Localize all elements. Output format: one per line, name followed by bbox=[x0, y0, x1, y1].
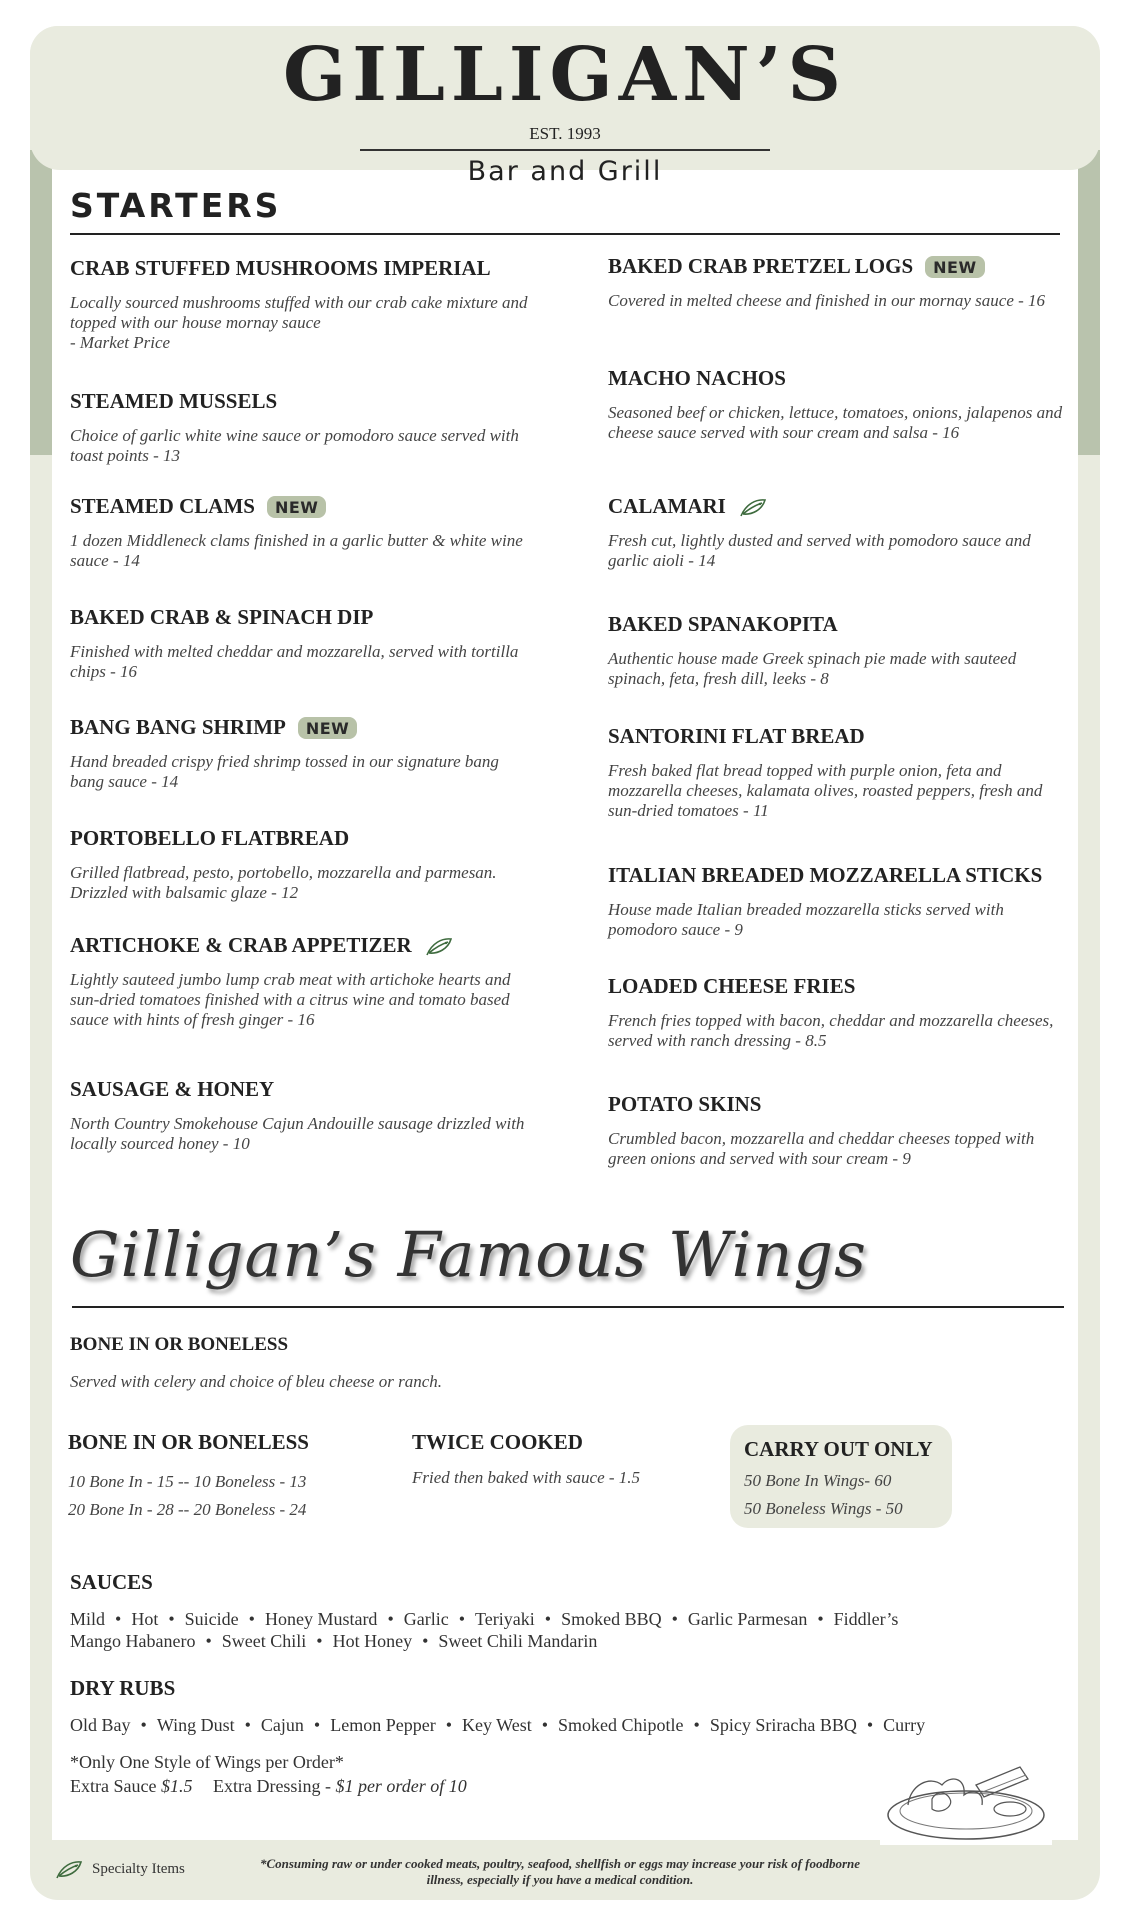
separator-dot: • bbox=[817, 1609, 824, 1629]
menu-item bbox=[70, 826, 530, 903]
item-name: ARTICHOKE & CRAB APPETIZER bbox=[70, 933, 412, 957]
item-description: 1 dozen Middleneck clams finished in a garlic butter & white wine sauce - 14 bbox=[70, 531, 523, 570]
item-description: Choice of garlic white wine sauce or pomodoro sauce served with toast points - 13 bbox=[70, 426, 519, 465]
item-name: SAUSAGE & HONEY bbox=[70, 1077, 275, 1101]
separator-dot: • bbox=[422, 1631, 429, 1651]
sauce-option: Garlic bbox=[403, 1609, 449, 1629]
menu-item bbox=[608, 612, 1068, 689]
sauce-option: Mild bbox=[70, 1609, 106, 1629]
side-band-left bbox=[30, 150, 52, 455]
menu-item bbox=[608, 724, 1068, 821]
new-badge: NEW bbox=[298, 717, 357, 739]
sauce-option: Hot Honey bbox=[332, 1631, 413, 1651]
menu-item bbox=[70, 494, 530, 571]
twice-cooked-heading: TWICE COOKED bbox=[412, 1430, 583, 1454]
item-description: Lightly sauteed jumbo lump crab meat with artichoke hearts and sun-dried tomatoes finished with a citrus wine and tomato based sauce with hints of fresh ginger - 16 bbox=[70, 970, 511, 1029]
separator-dot: • bbox=[866, 1715, 874, 1735]
carry-out-line: 50 Boneless Wings - 50 bbox=[744, 1499, 903, 1518]
pricing-line: 10 Bone In - 15 -- 10 Boneless - 13 bbox=[68, 1472, 307, 1491]
sauce-option: Sweet Chili Mandarin bbox=[438, 1631, 598, 1651]
separator-dot: • bbox=[248, 1609, 255, 1629]
item-name: ITALIAN BREADED MOZZARELLA STICKS bbox=[608, 863, 1043, 887]
item-description: Locally sourced mushrooms stuffed with our crab cake mixture and topped with our house mornay sauce - Market Price bbox=[70, 293, 528, 352]
separator-dot: • bbox=[693, 1715, 700, 1735]
food-safety-disclaimer: *Consuming raw or under cooked meats, poultry, seafood, shellfish or eggs may increase your risk of foodborne illness, especially if you have a medical condition. bbox=[259, 1856, 861, 1887]
extra-dressing-price: $1 per order of 10 bbox=[335, 1776, 467, 1796]
extra-sauce-price: $1.5 bbox=[160, 1776, 193, 1796]
menu-item bbox=[70, 1077, 530, 1154]
separator-dot: • bbox=[140, 1715, 147, 1735]
menu-item bbox=[608, 254, 1068, 311]
dry-rub-option: Smoked Chipotle bbox=[558, 1715, 684, 1735]
menu-item bbox=[608, 494, 1068, 571]
leaf-icon bbox=[424, 935, 454, 957]
separator-dot: • bbox=[168, 1609, 175, 1629]
separator-dot: • bbox=[387, 1609, 394, 1629]
item-name: BANG BANG SHRIMP bbox=[70, 715, 286, 739]
item-description: Fresh baked flat bread topped with purple onion, feta and mozzarella cheeses, kalamata olives, roasted peppers, fresh and sun-dried tomatoes - 11 bbox=[608, 761, 1043, 820]
item-description: Finished with melted cheddar and mozzarella, served with tortilla chips - 16 bbox=[70, 642, 519, 681]
item-name: BAKED CRAB & SPINACH DIP bbox=[70, 605, 374, 629]
item-name: CALAMARI bbox=[608, 494, 726, 518]
sauce-option: Honey Mustard bbox=[264, 1609, 378, 1629]
item-name: BAKED SPANAKOPITA bbox=[608, 612, 838, 636]
item-name: LOADED CHEESE FRIES bbox=[608, 974, 856, 998]
extras-line bbox=[70, 1776, 467, 1797]
item-name: SANTORINI FLAT BREAD bbox=[608, 724, 865, 748]
wings-intro-text: Served with celery and choice of bleu cheese or ranch. bbox=[70, 1372, 442, 1391]
carry-out-line: 50 Bone In Wings- 60 bbox=[744, 1471, 892, 1490]
sauces-list bbox=[70, 1631, 597, 1652]
dry-rub-option: Old Bay bbox=[70, 1715, 131, 1735]
specialty-legend bbox=[54, 1858, 185, 1880]
dry-rub-option: Key West bbox=[462, 1715, 532, 1735]
pricing-line: 20 Bone In - 28 -- 20 Boneless - 24 bbox=[68, 1500, 307, 1519]
menu-header bbox=[30, 26, 1100, 187]
leaf-icon bbox=[54, 1858, 84, 1880]
sauces-heading: SAUCES bbox=[70, 1570, 153, 1594]
separator-dot: • bbox=[458, 1609, 466, 1629]
item-name: STEAMED CLAMS bbox=[70, 494, 255, 518]
restaurant-tagline: Bar and Grill bbox=[467, 156, 663, 187]
item-name: BAKED CRAB PRETZEL LOGS bbox=[608, 254, 914, 278]
order-note: *Only One Style of Wings per Order* bbox=[70, 1752, 344, 1772]
separator-dot: • bbox=[244, 1715, 251, 1735]
dry-rub-option: Curry bbox=[883, 1715, 926, 1735]
sauce-option: Teriyaki bbox=[475, 1609, 535, 1629]
extra-dressing-label: Extra Dressing - bbox=[212, 1776, 331, 1796]
menu-item bbox=[608, 974, 1068, 1051]
carry-out-heading: CARRY OUT ONLY bbox=[744, 1437, 933, 1461]
menu-item bbox=[70, 715, 530, 792]
sauce-option: Suicide bbox=[184, 1609, 239, 1629]
separator-dot: • bbox=[205, 1631, 212, 1651]
separator-dot: • bbox=[544, 1609, 552, 1629]
separator-dot: • bbox=[541, 1715, 549, 1735]
item-description: Crumbled bacon, mozzarella and cheddar cheeses topped with green onions and served with sour cream - 9 bbox=[608, 1129, 1035, 1168]
item-name: POTATO SKINS bbox=[608, 1092, 762, 1116]
starters-heading: STARTERS bbox=[70, 186, 282, 225]
carry-out-box bbox=[730, 1425, 952, 1528]
separator-dot: • bbox=[313, 1715, 321, 1735]
item-description: Fresh cut, lightly dusted and served with pomodoro sauce and garlic aioli - 14 bbox=[608, 531, 1031, 570]
twice-cooked-line: Fried then baked with sauce - 1.5 bbox=[412, 1468, 641, 1487]
item-name: STEAMED MUSSELS bbox=[70, 389, 278, 413]
wings-intro-heading: BONE IN OR BONELESS bbox=[70, 1334, 289, 1355]
new-badge: NEW bbox=[925, 256, 984, 278]
item-description: Authentic house made Greek spinach pie made with sauteed spinach, feta, fresh dill, leeks - 8 bbox=[608, 649, 1017, 688]
dry-rubs-heading: DRY RUBS bbox=[70, 1676, 176, 1700]
item-description: North Country Smokehouse Cajun Andouille sausage drizzled with locally sourced honey - 10 bbox=[70, 1114, 525, 1153]
wings-heading: Gilligan’s Famous Wings bbox=[70, 1218, 867, 1291]
item-name: MACHO NACHOS bbox=[608, 366, 786, 390]
separator-dot: • bbox=[445, 1715, 452, 1735]
item-description: French fries topped with bacon, cheddar and mozzarella cheeses, served with ranch dressing - 8.5 bbox=[608, 1011, 1054, 1050]
menu-item bbox=[608, 863, 1068, 940]
sauce-option: Sweet Chili bbox=[221, 1631, 307, 1651]
side-band-right bbox=[1078, 150, 1100, 455]
menu-item bbox=[608, 366, 1068, 443]
sauce-option: Smoked BBQ bbox=[561, 1609, 662, 1629]
separator-dot: • bbox=[115, 1609, 122, 1629]
dry-rub-option: Lemon Pepper bbox=[330, 1715, 436, 1735]
extra-sauce-label: Extra Sauce bbox=[70, 1776, 157, 1796]
item-description: Hand breaded crispy fried shrimp tossed in our signature bang bang sauce - 14 bbox=[70, 752, 499, 791]
wings-platter-illustration bbox=[880, 1745, 1052, 1845]
menu-item bbox=[70, 256, 530, 353]
dry-rub-option: Wing Dust bbox=[156, 1715, 235, 1735]
sauce-option: Fiddler’s bbox=[833, 1609, 899, 1629]
sauce-option: Mango Habanero bbox=[70, 1631, 196, 1651]
dry-rubs-list bbox=[70, 1715, 925, 1736]
menu-item bbox=[70, 389, 530, 466]
pricing-heading: BONE IN OR BONELESS bbox=[68, 1430, 309, 1454]
sauce-option: Garlic Parmesan bbox=[687, 1609, 808, 1629]
wings-divider bbox=[72, 1306, 1064, 1308]
item-description: Covered in melted cheese and finished in our mornay sauce - 16 bbox=[608, 291, 1046, 310]
separator-dot: • bbox=[316, 1631, 323, 1651]
dry-rub-option: Cajun bbox=[260, 1715, 304, 1735]
starters-divider bbox=[70, 233, 1060, 235]
established-year: EST. 1993 bbox=[529, 124, 601, 143]
menu-item bbox=[608, 1092, 1068, 1169]
item-description: Seasoned beef or chicken, lettuce, tomatoes, onions, jalapenos and cheese sauce served with sour cream and salsa - 16 bbox=[608, 403, 1063, 442]
menu-item bbox=[70, 605, 530, 682]
sauce-option: Hot bbox=[131, 1609, 159, 1629]
restaurant-logo: GILLIGAN’S bbox=[283, 32, 847, 118]
dry-rub-option: Spicy Sriracha BBQ bbox=[709, 1715, 857, 1735]
separator-dot: • bbox=[671, 1609, 678, 1629]
item-description: House made Italian breaded mozzarella sticks served with pomodoro sauce - 9 bbox=[608, 900, 1004, 939]
menu-item bbox=[70, 933, 530, 1030]
item-description: Grilled flatbread, pesto, portobello, mozzarella and parmesan. Drizzled with balsamic glaze - 12 bbox=[70, 863, 497, 902]
new-badge: NEW bbox=[267, 496, 326, 518]
item-name: CRAB STUFFED MUSHROOMS IMPERIAL bbox=[70, 256, 491, 280]
sauces-list bbox=[70, 1609, 898, 1630]
specialty-legend-label: Specialty Items bbox=[92, 1860, 185, 1877]
logo-divider bbox=[360, 149, 770, 151]
leaf-icon bbox=[738, 496, 768, 518]
item-name: PORTOBELLO FLATBREAD bbox=[70, 826, 350, 850]
